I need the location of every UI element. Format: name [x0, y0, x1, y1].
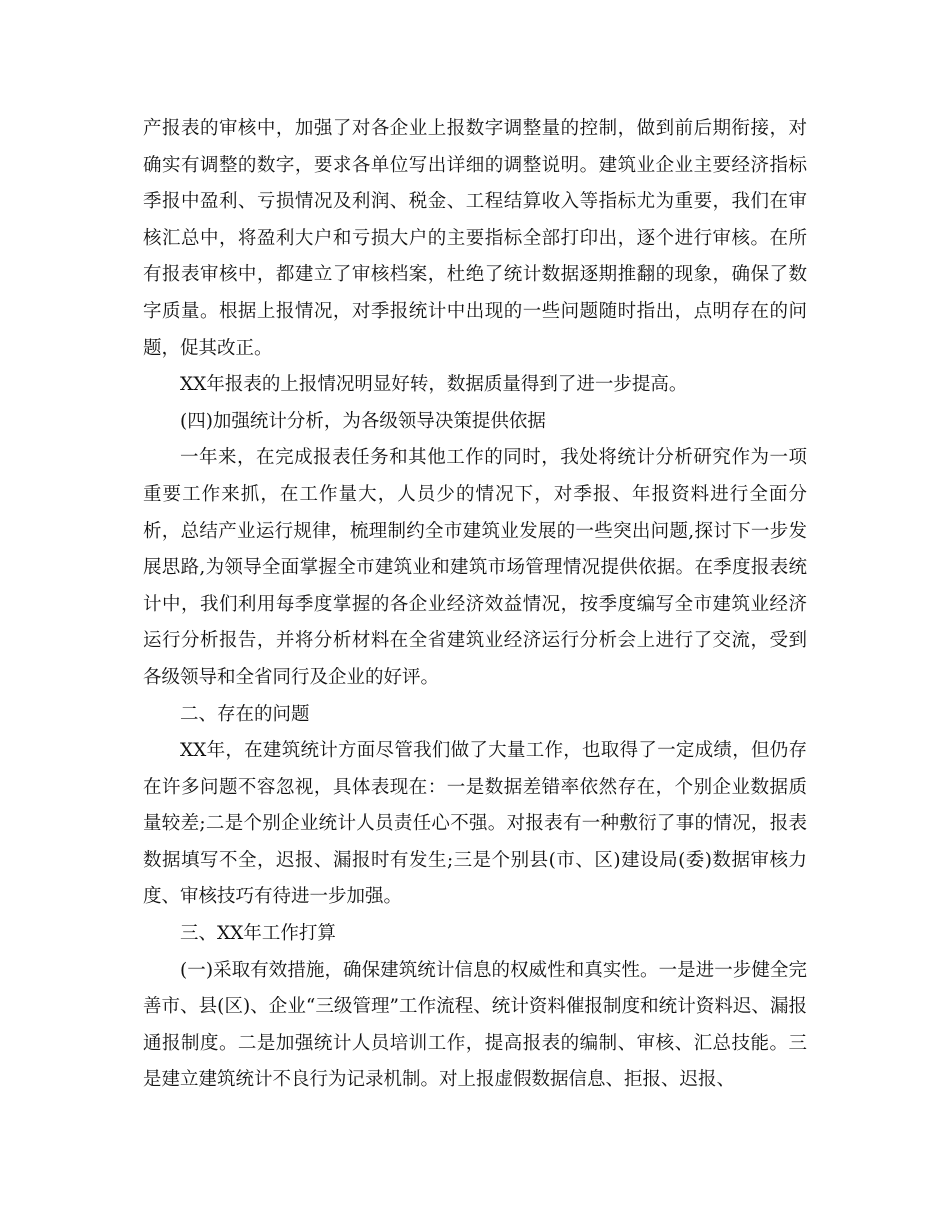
section-heading-analysis: (四)加强统计分析，为各级领导决策提供依据 — [180, 410, 546, 432]
section-heading-problems: 二、存在的问题 — [180, 703, 310, 725]
paragraph-audit-control: 产报表的审核中，加强了对各企业上报数字调整量的控制，做到前后期衔接，对确实有调整的数字，要求各单位写出详细的调整说明。建筑业企业主要经济指标季报中盈利、亏损情况及利润、税金、工程结算收入等指标尤为重要，我们在审核汇总中，将盈利大户和亏损大户的主要指标全部打印出，逐个进行审核。在所有报表审核中，都建立了审核档案，杜绝了统计数据逐期推翻的现象，确保了数字质量。根据上报情况，对季报统计中出现的一些问题随时指出，点明存在的问题，促其改正。 — [143, 118, 807, 359]
paragraph-measures: (一)采取有效措施，确保建筑统计信息的权威性和真实性。一是进一步健全完善市、县(区)、企业“三级管理”工作流程、统计资料催报制度和统计资料迟、漏报通报制度。二是加强统计人员培训工作，提高报表的编制、审核、汇总技能。三是建立建筑统计不良行为记录机制。对上报虚假数据信息、拒报、迟报、 — [143, 959, 807, 1091]
section-heading-work-plan: 三、XX年工作打算 — [180, 923, 336, 945]
paragraph-report-improvement: XX年报表的上报情况明显好转，数据质量得到了进一步提高。 — [180, 374, 688, 396]
paragraph-problems: XX年，在建筑统计方面尽管我们做了大量工作，也取得了一定成绩，但仍存在许多问题不容忽视，具体表现在：一是数据差错率依然存在，个别企业数据质量较差;二是个别企业统计人员责任心不强。对报表有一种敷衍了事的情况，报表数据填写不全，迟报、漏报时有发生;三是个别县(市、区)建设局(委)数据审核力度、审核技巧有待进一步加强。 — [143, 740, 807, 908]
document-body — [143, 111, 807, 1099]
paragraph-statistical-analysis: 一年来，在完成报表任务和其他工作的同时，我处将统计分析研究作为一项重要工作来抓，在工作量大，人员少的情况下，对季报、年报资料进行全面分析，总结产业运行规律，梳理制约全市建筑业发展的一些突出问题,探讨下一步发展思路,为领导全面掌握全市建筑业和建筑市场管理情况提供依据。在季度报表统计中，我们利用每季度掌握的各企业经济效益情况，按季度编写全市建筑业经济运行分析报告，并将分析材料在全省建筑业经济运行分析会上进行了交流，受到各级领导和全省同行及企业的好评。 — [143, 447, 807, 688]
